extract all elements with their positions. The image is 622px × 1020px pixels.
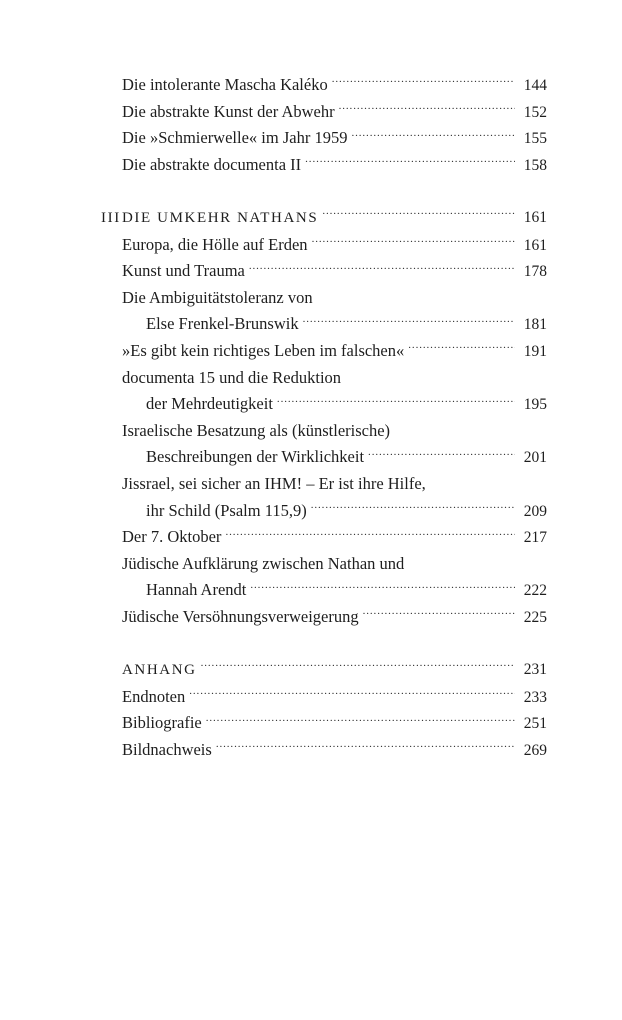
toc-entry-first-line (101, 471, 547, 498)
toc-entry-page: 251 (523, 715, 547, 733)
toc-entry (101, 684, 547, 711)
toc-entry-page: 181 (523, 316, 547, 334)
toc-entry-page: 201 (523, 449, 547, 467)
dot-leader (249, 260, 515, 277)
toc-entry (101, 737, 547, 764)
toc-entry-page: 161 (523, 236, 547, 254)
toc-entry-title: Israelische Besatzung als (künstlerische) (122, 420, 391, 440)
dot-leader (201, 658, 515, 675)
toc-entry-page: 195 (523, 396, 547, 414)
toc-entry-title: documenta 15 und die Reduktion (122, 367, 342, 387)
dot-leader (277, 393, 515, 410)
dot-leader (351, 127, 515, 144)
dot-leader (225, 526, 515, 543)
toc-entry-continuation (101, 444, 547, 471)
toc-entry-title: Die intolerante Mascha Kaléko (122, 75, 328, 94)
toc-entry-page: 161 (523, 208, 547, 226)
table-of-contents (101, 72, 547, 763)
toc-entry (101, 72, 547, 99)
toc-entry-continuation (101, 498, 547, 525)
toc-chapter-title: ANHANG (122, 662, 197, 679)
toc-entry-title-continuation: der Mehrdeutigkeit (146, 394, 273, 414)
toc-entry-title-continuation: Else Frenkel-Brunswik (146, 314, 299, 334)
toc-entry (101, 232, 547, 259)
toc-entry-title: Endnoten (122, 686, 186, 706)
toc-entry-first-line (101, 285, 547, 312)
chapter-number: III (101, 209, 121, 226)
dot-leader (216, 738, 515, 755)
toc-entry-title: Bibliografie (122, 713, 202, 733)
dot-leader (339, 100, 515, 117)
toc-entry (101, 99, 547, 126)
toc-entry (101, 710, 547, 737)
dot-leader (363, 605, 515, 622)
dot-leader (332, 74, 515, 91)
toc-entry-title: Die »Schmierwelle« im Jahr 1959 (122, 128, 348, 148)
dot-leader (206, 712, 515, 729)
dot-leader (312, 233, 515, 250)
toc-entry-page: 217 (523, 529, 547, 547)
toc-entry (101, 258, 547, 285)
section-spacer (101, 630, 547, 657)
toc-entry-page: 152 (523, 103, 547, 121)
toc-entry-page: 231 (523, 661, 547, 679)
dot-leader (250, 579, 515, 596)
dot-leader (303, 313, 515, 330)
toc-entry-title: Kunst und Trauma (122, 261, 245, 281)
toc-entry-page: 158 (523, 156, 547, 174)
toc-entry-title: Bildnachweis (122, 739, 212, 759)
toc-entry (101, 338, 547, 365)
toc-entry-continuation (101, 577, 547, 604)
toc-entry-title-continuation: Beschreibungen der Wirklichkeit (146, 447, 365, 467)
toc-entry (101, 125, 547, 152)
toc-entry-title: Der 7. Oktober (122, 527, 222, 547)
dot-leader (322, 205, 515, 222)
toc-entry-first-line (101, 365, 547, 392)
toc-entry-title: Jüdische Versöhnungsverweigerung (122, 606, 359, 626)
toc-entry-continuation (101, 311, 547, 338)
toc-entry-title: Die abstrakte documenta II (122, 154, 302, 174)
toc-entry-first-line (101, 418, 547, 445)
dot-leader (311, 499, 515, 516)
toc-entry-page: 225 (523, 608, 547, 626)
toc-entry-page: 155 (523, 130, 547, 148)
toc-entry-title: Europa, die Hölle auf Erden (122, 234, 308, 254)
toc-chapter-title: DIE UMKEHR NATHANS (122, 209, 319, 226)
toc-entry-page: 233 (523, 688, 547, 706)
toc-entry (101, 524, 547, 551)
toc-entry-title: »Es gibt kein richtiges Leben im falschen« (122, 340, 405, 360)
toc-entry (101, 152, 547, 179)
toc-entry (101, 604, 547, 631)
dot-leader (305, 153, 515, 170)
toc-entry-title: Jüdische Aufklärung zwischen Nathan und (122, 553, 405, 573)
toc-entry-page: 209 (523, 502, 547, 520)
toc-entry-title-continuation: ihr Schild (Psalm 115,9) (146, 500, 307, 520)
toc-entry-title-continuation: Hannah Arendt (146, 580, 247, 600)
toc-entry-page: 144 (523, 77, 547, 94)
dot-leader (408, 339, 515, 356)
dot-leader (368, 446, 515, 463)
toc-entry-continuation (101, 391, 547, 418)
toc-chapter-heading (101, 205, 547, 232)
toc-entry-page: 178 (523, 263, 547, 281)
toc-entry-first-line (101, 551, 547, 578)
toc-entry-title: Die Ambiguitätstoleranz von (122, 287, 313, 307)
toc-appendix-heading (101, 657, 547, 684)
toc-entry-title: Die abstrakte Kunst der Abwehr (122, 101, 335, 121)
toc-entry-page: 222 (523, 582, 547, 600)
dot-leader (189, 685, 515, 702)
section-spacer (101, 178, 547, 205)
toc-entry-title: Jissrael, sei sicher an IHM! – Er ist ihre Hilfe, (122, 473, 426, 493)
toc-entry-page: 191 (523, 342, 547, 360)
toc-entry-page: 269 (523, 741, 547, 759)
